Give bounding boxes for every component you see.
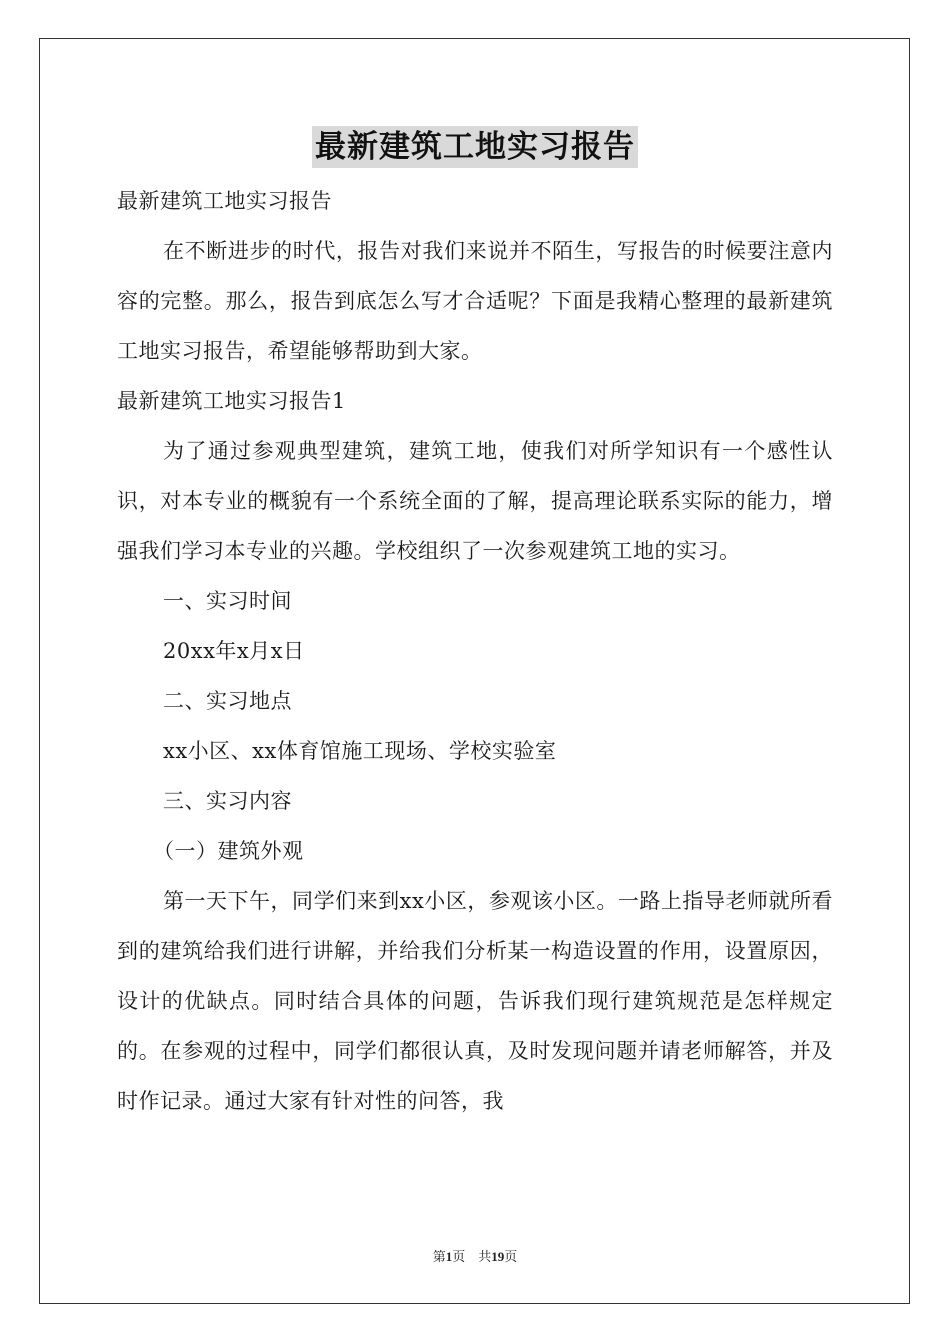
title-container xyxy=(0,126,950,168)
body-paragraph: 最新建筑工地实习报告 xyxy=(117,189,332,213)
body-paragraph: 为了通过参观典型建筑，建筑工地，使我们对所学知识有一个感性认识，对本专业的概貌有一个系统全面的了解，提高理论联系实际的能力，增强我们学习本专业的兴趣。学校组织了一次参观建筑工地的实习。 xyxy=(117,439,833,563)
body-paragraph: xx小区、xx体育馆施工现场、学校实验室 xyxy=(163,739,557,763)
document-title: 最新建筑工地实习报告 xyxy=(312,126,638,168)
footer-page-mid: 页 共 xyxy=(452,1249,492,1264)
body-paragraph: 在不断进步的时代，报告对我们来说并不陌生，写报告的时候要注意内容的完整。那么，报告到底怎么写才合适呢？下面是我精心整理的最新建筑工地实习报告，希望能够帮助到大家。 xyxy=(117,239,833,363)
body-paragraph: （一）建筑外观 xyxy=(153,839,304,863)
footer-current-page: 1 xyxy=(445,1249,453,1264)
body-paragraph: 一、实习时间 xyxy=(163,589,292,613)
body-paragraph: 三、实习内容 xyxy=(163,789,292,813)
body-paragraph: 二、实习地点 xyxy=(163,689,292,713)
footer-page-prefix: 第 xyxy=(432,1249,446,1264)
body-paragraph: 第一天下午，同学们来到xx小区，参观该小区。一路上指导老师就所看到的建筑给我们进行讲解，并给我们分析某一构造设置的作用，设置原因，设计的优缺点。同时结合具体的问题，告诉我们现行建筑规范是怎样规定的。在参观的过程中，同学们都很认真，及时发现问题并请老师解答，并及时作记录。通过大家有针对性的问答，我 xyxy=(117,889,833,1113)
body-paragraph: 20xx年x月x日 xyxy=(163,639,305,663)
body-paragraph: 最新建筑工地实习报告1 xyxy=(117,389,346,413)
document-body xyxy=(117,176,833,1126)
page-footer xyxy=(0,1246,950,1265)
footer-total-pages: 19 xyxy=(491,1249,505,1264)
footer-page-suffix: 页 xyxy=(504,1249,518,1264)
